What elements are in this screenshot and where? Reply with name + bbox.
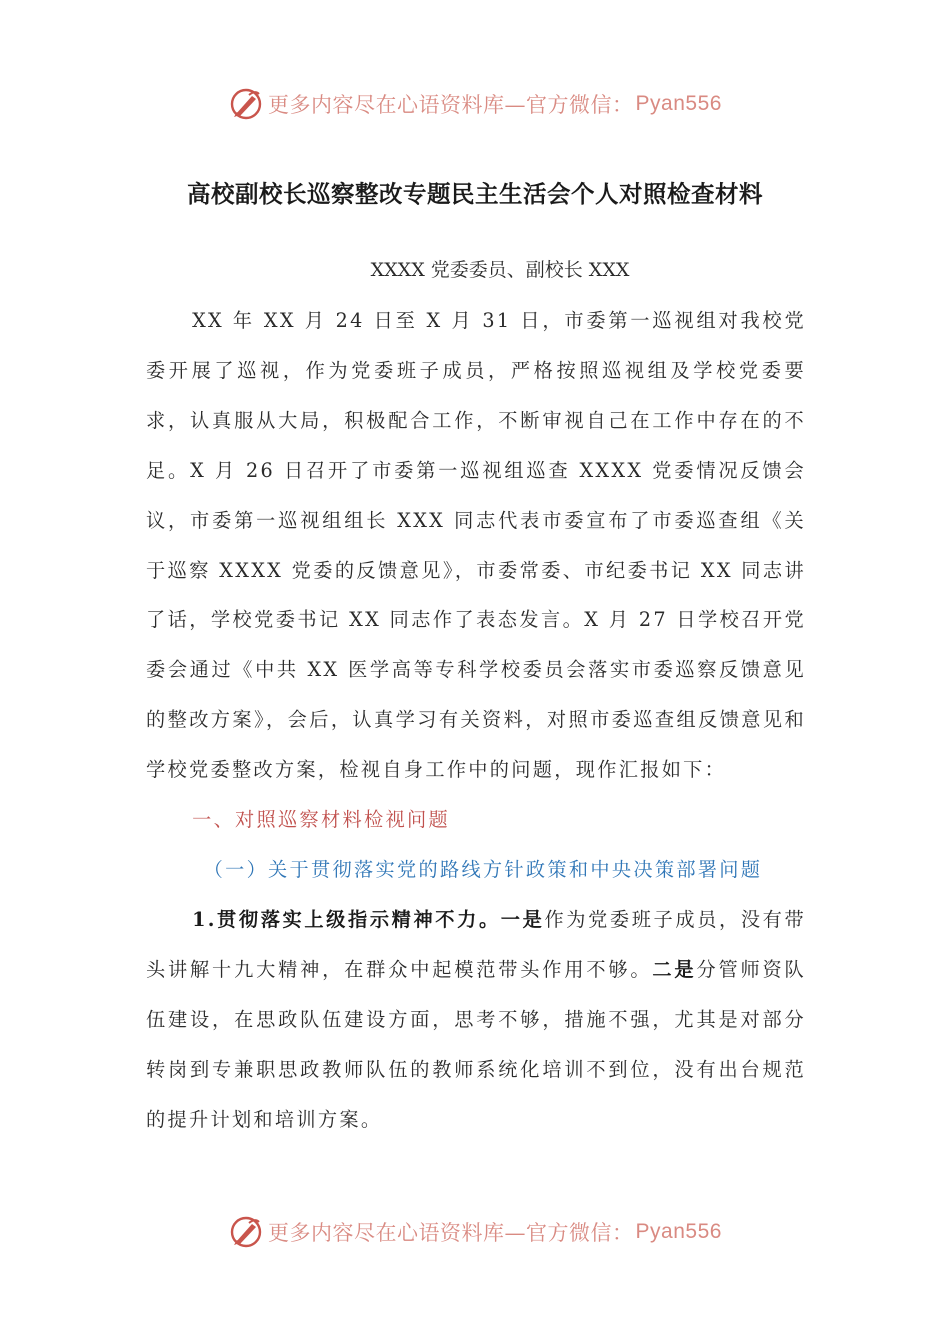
document-body [146,296,806,1144]
subsection-heading: （一）关于贯彻落实党的路线方针政策和中央决策部署问题 [203,857,763,881]
watermark-text: 更多内容尽在心语资料库—官方微信： [268,93,634,117]
watermark-wechat-id: Pyan556 [635,92,722,115]
watermark-wechat-id: Pyan556 [635,1220,722,1243]
document-title: 高校副校长巡察整改专题民主生活会个人对照检查材料 [187,180,763,208]
pen-circle-icon [228,86,264,122]
intro-paragraph: XX 年 XX 月 24 日至 X 月 31 日，市委第一巡视组对我校党委开展了巡视，作为党委班子成员，严格按照巡视组及学校党委要求，认真服从大局，积极配合工作，不断审视自己在工作中存在的不足。X 月 26 日召开了市委第一巡视组巡查 XXXX 党委情况反馈会议，市委第一巡视组组长 XXX 同志代表市委宣布了市委巡查组《关于巡察 XXXX 党委的反馈意见》，市委常委、市纪委书记 XX 同志讲了话，学校党委书记 XX 同志作了表态发言。X 月 27 日学校召开党委会通过《中共 XX 医学高等专科学校委员会落实市委巡察反馈意见的整改方案》，会后，认真学习有关资料，对照市委巡查组反馈意见和学校党委整改方案，检视自身工作中的问题，现作汇报如下： [146,309,806,782]
section-heading: 一、对照巡察材料检视问题 [192,808,450,832]
pen-circle-icon [228,1214,264,1250]
author-line: XXXX 党委委员、副校长 XXX [370,259,630,281]
watermark-header [0,82,950,126]
watermark-footer [0,1210,950,1254]
watermark-text: 更多内容尽在心语资料库—官方微信： [268,1221,634,1245]
item-first-label: 一是 [500,907,545,931]
item-second-label: 二是 [652,957,697,981]
item-first-text: 作为党委班子成员，没有带头讲解十九大精神，在群众中起模范带头作用不够。 [146,907,806,981]
item-paragraph [146,895,806,1145]
item-second-text: 分管师资队伍建设，在思政队伍建设方面，思考不够，措施不强，尤其是对部分转岗到专兼职思政教师队伍的教师系统化培训不到位，没有出台规范的提升计划和培训方案。 [146,957,807,1131]
item-lead: 1.贯彻落实上级指示精神不力。 [192,907,501,931]
